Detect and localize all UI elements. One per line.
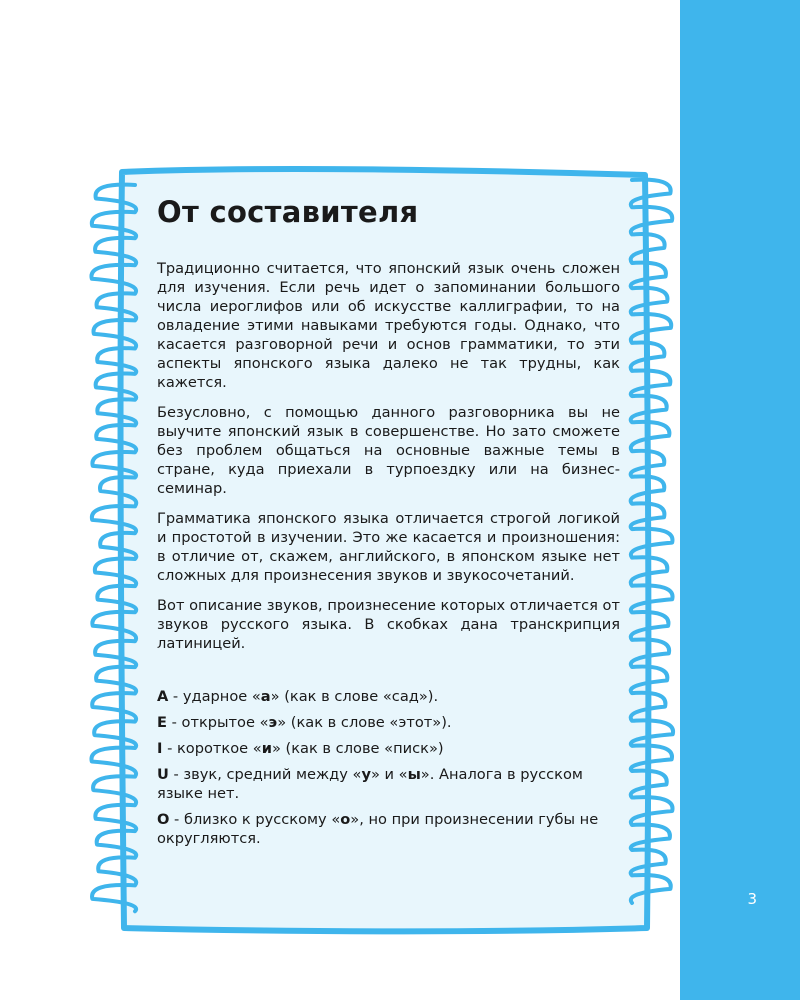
sound-item-u: U - звук, средний между «у» и «ы». Аналога в русском языке нет. [157, 766, 583, 802]
sound-list [157, 687, 620, 848]
paragraph-2: Безусловно, с помощью данного разговорника вы не выучите японский язык в совершенстве. Но зато сможете без проблем общаться на основные важные темы в стране, куда приехали в турпоездку или на бизнес-семинар. [157, 404, 620, 497]
page-number: 3 [747, 890, 757, 908]
page-title: От составителя [157, 195, 419, 229]
sound-item-e: E - открытое «э» (как в слове «этот»). [157, 714, 452, 731]
paragraph-4: Вот описание звуков, произнесение которых отличается от звуков русского языка. В скобках дана транскрипция латиницей. [157, 597, 620, 652]
sound-item-o: O - близко к русскому «о», но при произнесении губы не округляются. [157, 811, 599, 847]
sound-item-i: I - короткое «и» (как в слове «писк») [157, 740, 444, 757]
paragraph-3: Грамматика японского языка отличается строгой логикой и простотой в изучении. Это же касается и произношения: в отличие от, скажем, английского, в японском языке нет сложных для произнесения звуков и звукосочетаний. [157, 510, 620, 584]
article [157, 195, 620, 855]
paragraph-1: Традиционно считается, что японский язык очень сложен для изучения. Если речь идет о запоминании большого числа иероглифов или об искусстве каллиграфии, то на овладение этими навыками требуются годы. Однако, что касается разговорной речи и основ грамматики, то эти аспекты японского языка далеко не так трудны, как кажется. [157, 260, 620, 391]
sound-item-a: A - ударное «а» (как в слове «сад»). [157, 688, 439, 705]
